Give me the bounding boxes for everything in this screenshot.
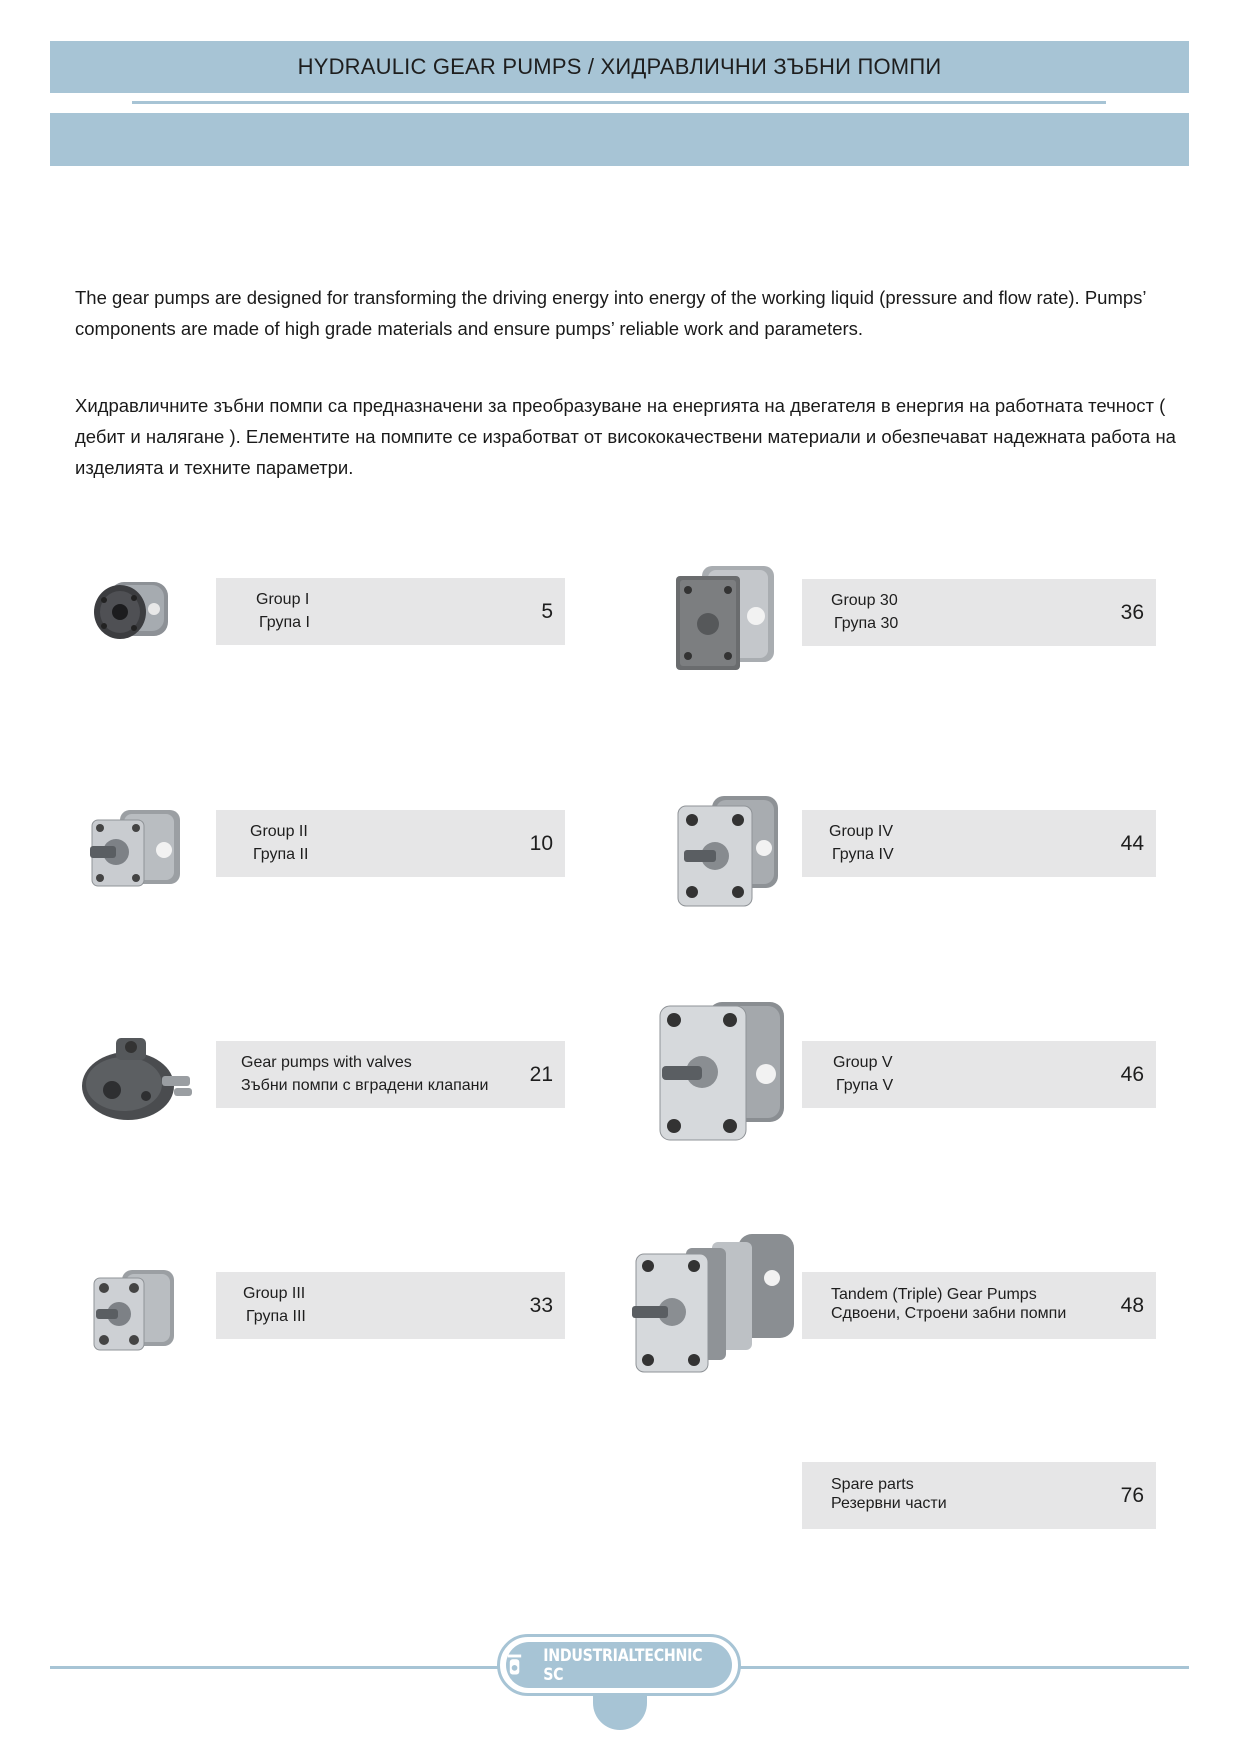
entry-label-en: Group V <box>833 1054 893 1071</box>
entry-label-en: Group II <box>250 823 308 840</box>
toc-entry-spare-parts[interactable] <box>802 1462 1156 1529</box>
entry-page-number: 48 <box>1120 1293 1144 1317</box>
entry-label-bg: Група 30 <box>834 615 899 632</box>
header-band <box>50 41 1189 93</box>
subheader-band <box>50 113 1189 166</box>
toc-entry-tandem[interactable] <box>802 1272 1156 1339</box>
entry-label-en: Group IV <box>829 823 894 840</box>
gear-pump-flange-icon <box>88 1262 178 1358</box>
toc-entry-group-1[interactable] <box>216 578 565 645</box>
small-gear-pump-icon <box>90 576 172 644</box>
toc-entry-group-5[interactable] <box>802 1041 1156 1108</box>
entry-page-number: 10 <box>529 831 553 855</box>
industrialtechnic-logo-icon <box>506 1653 523 1677</box>
entry-label-en: Group 30 <box>831 592 898 609</box>
entry-label-bg: Резервни части <box>831 1495 947 1512</box>
entry-label-bg: Група II <box>253 846 309 863</box>
entry-page-number: 46 <box>1120 1062 1144 1086</box>
entry-page-number: 44 <box>1120 831 1144 855</box>
gear-pump-flange-icon <box>672 790 782 912</box>
entry-label-en: Group I <box>256 591 310 608</box>
entry-label-bg: Група I <box>259 614 310 631</box>
gear-pump-flange-icon <box>86 800 184 896</box>
entry-label-bg: Група V <box>836 1077 894 1094</box>
entry-label-en: Group III <box>243 1285 306 1302</box>
footer-tab <box>593 1690 647 1730</box>
entry-label-en: Spare parts <box>831 1476 914 1493</box>
entry-page-number: 36 <box>1120 600 1144 624</box>
toc-entry-group-30[interactable] <box>802 579 1156 646</box>
toc-entry-group-3[interactable] <box>216 1272 565 1339</box>
page-title: HYDRAULIC GEAR PUMPS / ХИДРАВЛИЧНИ ЗЪБНИ ПОМПИ <box>297 54 942 79</box>
entry-label-bg: Група IV <box>832 846 894 863</box>
entry-label-en: Gear pumps with valves <box>241 1054 412 1071</box>
intro-bulgarian: Хидравличните зъбни помпи са предназначени за преобразуване на енергията на двегателя в енергия на работната течност ( дебит и налягане ). Елементите на помпите се изработват от висококачествени материали и обезпечават надежната работа на изделията и техните параметри. <box>75 395 1176 478</box>
header-divider <box>132 101 1106 104</box>
entry-label-en: Tandem (Triple) Gear Pumps <box>831 1286 1037 1303</box>
toc-entry-valves[interactable] <box>216 1041 565 1108</box>
footer-logo-text: INDUSTRIALTECHNIC SC <box>543 1646 703 1684</box>
square-gear-pump-icon <box>672 560 778 674</box>
entry-page-number: 33 <box>529 1293 553 1317</box>
entry-page-number: 21 <box>529 1062 553 1086</box>
toc-entry-group-2[interactable] <box>216 810 565 877</box>
entry-page-number: 76 <box>1120 1483 1144 1507</box>
entry-label-bg: Група III <box>246 1308 306 1325</box>
entry-page-number: 5 <box>541 599 553 623</box>
gear-pump-valve-icon <box>76 1030 196 1126</box>
footer-logo <box>497 1634 741 1696</box>
entry-label-bg: Зъбни помпи с вградени клапани <box>241 1077 489 1094</box>
large-gear-pump-icon <box>652 996 788 1146</box>
entry-label-bg: Сдвоени, Строени забни помпи <box>831 1305 1067 1322</box>
tandem-gear-pump-icon <box>628 1228 800 1378</box>
toc-entry-group-4[interactable] <box>802 810 1156 877</box>
intro-english: The gear pumps are designed for transforming the driving energy into energy of the working liquid (pressure and flow rate). Pumps’ components are made of high grade materials and ensure pumps’ reliable work and parameters. <box>75 287 1146 339</box>
